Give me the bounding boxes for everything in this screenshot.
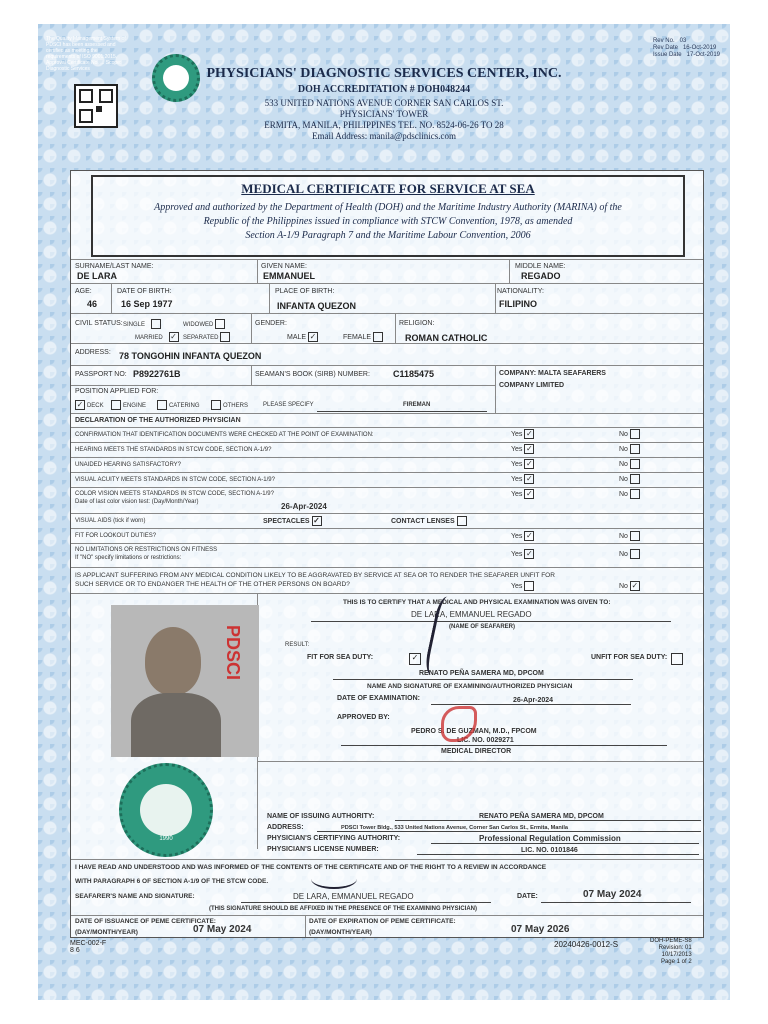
address-value: 78 TONGOHIN INFANTA QUEZON	[119, 351, 262, 361]
certifying-auth-label: PHYSICIAN'S CERTIFYING AUTHORITY:	[267, 835, 401, 842]
decl-color: COLOR VISION MEETS STANDARDS IN STCW CODE, SECTION A-1/9?	[75, 491, 274, 497]
address-label: ADDRESS:	[75, 349, 111, 356]
separated-checkbox[interactable]	[220, 332, 230, 342]
seafarer-photo	[111, 605, 259, 757]
religion-value: ROMAN CATHOLIC	[405, 333, 488, 343]
decl-lookout-no-box[interactable]	[630, 531, 640, 541]
decl-condition-no-box[interactable]: ✓	[631, 581, 639, 590]
approved-label: APPROVED BY:	[337, 714, 390, 721]
address-line-3: ERMITA, MANILA, PHILIPPINES TEL. NO. 8524-06-26 TO 28	[264, 120, 504, 130]
doh-accreditation: DOH ACCREDITATION # DOH048244	[297, 84, 471, 95]
single-option[interactable]: SINGLE	[123, 319, 161, 330]
result-label: RESULT:	[285, 642, 310, 648]
unfit-option[interactable]: UNFIT FOR SEA DUTY:	[591, 654, 668, 661]
decl-id-check: CONFIRMATION THAT IDENTIFICATION DOCUMENTS WERE CHECKED AT THE POINT OF EXAMINATION:	[75, 432, 374, 438]
decl-id-check-yes[interactable]: Yes ✓	[511, 429, 533, 438]
decl-color-no[interactable]: No	[619, 489, 640, 499]
decl-id-check-no[interactable]: No	[619, 429, 640, 439]
title-box	[85, 171, 689, 263]
passport-label: PASSPORT NO:	[75, 371, 127, 378]
color-date-value: 26-Apr-2024	[281, 502, 327, 511]
decl-color-no-box[interactable]	[630, 489, 640, 499]
company-label: COMPANY: MALTA SEAFARERS	[499, 370, 606, 377]
decl-visual-no-box[interactable]	[630, 474, 640, 484]
expiry-date-format: (DAY/MONTH/YEAR)	[309, 929, 372, 936]
deck-checkbox[interactable]: ✓	[76, 400, 84, 409]
company-name: PHYSICIANS' DIAGNOSTIC SERVICES CENTER, INC.	[206, 66, 562, 81]
license-label: PHYSICIAN'S LICENSE NUMBER:	[267, 846, 379, 853]
pob-value: INFANTA QUEZON	[277, 301, 356, 311]
revision-box: Rev No. 03 Rev Date 16-Oct-2019 Issue Date 17-Oct-2019	[652, 38, 720, 58]
female-option[interactable]: FEMALE	[343, 332, 383, 342]
ack-note: (THIS SIGNATURE SHOULD BE AFFIXED IN THE PRESENCE OF THE EXAMINING PHYSICIAN)	[209, 906, 478, 912]
fit-checkbox[interactable]: ✓	[409, 653, 421, 665]
decl-color-yes-box[interactable]: ✓	[526, 489, 533, 498]
decl-lookout-no[interactable]: No	[619, 531, 640, 541]
decl-unaided-yes-box[interactable]: ✓	[526, 459, 533, 468]
decl-unaided-no[interactable]: No	[619, 459, 640, 469]
certificate-page	[38, 24, 730, 1000]
age-value: 46	[87, 299, 98, 309]
decl-nolimit: NO LIMITATIONS OR RESTRICTIONS ON FITNESS	[75, 547, 218, 553]
issue-date-value: 07 May 2024	[193, 924, 252, 935]
married-option[interactable]: MARRIED ✓	[135, 332, 177, 341]
form-code: MEC-002-F 8 6	[70, 940, 107, 954]
issuing-auth-value: RENATO PEÑA SAMERA MD, DPCOM	[479, 813, 604, 820]
fit-option[interactable]: FIT FOR SEA DUTY:	[307, 654, 374, 661]
exam-date-label: DATE OF EXAMINATION:	[337, 695, 420, 702]
issue-date-label: DATE OF ISSUANCE OF PEME CERTIFICATE:	[75, 918, 216, 925]
given-name-label: GIVEN NAME:	[261, 263, 307, 270]
contacts-option[interactable]: CONTACT LENSES	[391, 516, 467, 526]
male-checkbox[interactable]: ✓	[309, 332, 317, 341]
declaration-heading: DECLARATION OF THE AUTHORIZED PHYSICIAN	[75, 417, 241, 424]
expiry-date-label: DATE OF EXPIRATION OF PEME CERTIFICATE:	[309, 918, 456, 925]
document-code: DOH-PEME-S8 Revision: 01 10/17/2013 Page 1 of 2	[650, 938, 692, 965]
given-name-value: EMMANUEL	[263, 271, 315, 281]
expiry-date-value: 07 May 2026	[511, 924, 570, 935]
sirb-value: C1185475	[393, 369, 435, 379]
decl-unaided-no-box[interactable]	[630, 459, 640, 469]
decl-condition-yes-box[interactable]	[524, 581, 534, 591]
seal-year: 1990	[159, 836, 173, 842]
deck-option[interactable]: ✓ DECK	[76, 400, 104, 409]
ack-line-2: WITH PARAGRAPH 6 OF SECTION A-1/9 OF THE STCW CODE.	[75, 878, 269, 885]
decl-nolimit-note: If "NO" specify limitations or restrictions:	[75, 555, 182, 561]
certificate-form	[70, 170, 704, 938]
decl-condition-yes[interactable]: Yes	[511, 581, 534, 591]
decl-condition: IS APPLICANT SUFFERING FROM ANY MEDICAL CONDITION LIKELY TO BE AGGRAVATED BY SERVICE AT SEA OR TO RENDER THE SEAFARER UNFIT FOR SUCH SERVICE OR TO ENDANGER THE HEALTH OF THE OTHER PERSONS ON BOARD?	[75, 572, 555, 588]
director-name: PEDRO S. DE GUZMAN, M.D., FPCOM	[411, 728, 537, 735]
decl-nolimit-no-box[interactable]	[630, 549, 640, 559]
certificate-subtitle: Approved and authorized by the Department of Health (DOH) and the Maritime Industry Authority (MARINA) of the Republic of the Philippines issued in compliance with STCW Convention, 1978, as amended Section A-1/9 Paragraph 7 and the Maritime Labour Convention, 2006	[154, 202, 622, 241]
specify-label: PLEASE SPECIFY	[263, 402, 314, 408]
nationality-value: FILIPINO	[499, 299, 537, 309]
decl-visual-yes-box[interactable]: ✓	[526, 474, 533, 483]
sirb-label: SEAMAN'S BOOK (SIRB) NUMBER:	[255, 371, 370, 378]
others-option[interactable]: OTHERS	[211, 400, 248, 411]
physician-name: RENATO PEÑA SAMERA MD, DPCOM	[419, 670, 544, 677]
decl-hearing-yes[interactable]: Yes ✓	[511, 444, 533, 453]
decl-nolimit-no[interactable]: No	[619, 549, 640, 559]
certify-name: DE LARA, EMMANUEL REGADO	[411, 610, 532, 619]
middle-name-value: REGADO	[521, 271, 561, 281]
religion-label: RELIGION:	[399, 320, 435, 327]
pob-label: PLACE OF BIRTH:	[275, 288, 335, 295]
engine-option[interactable]: ENGINE	[111, 400, 146, 411]
position-label: POSITION APPLIED FOR:	[75, 388, 159, 395]
physician-signature	[423, 595, 466, 679]
decl-hearing: HEARING MEETS THE STANDARDS IN STCW CODE, SECTION A-1/9?	[75, 447, 272, 453]
contacts-checkbox[interactable]	[457, 516, 467, 526]
catering-checkbox[interactable]	[157, 400, 167, 410]
decl-color-yes[interactable]: Yes ✓	[511, 489, 533, 498]
others-checkbox[interactable]	[211, 400, 221, 410]
director-license: LIC. NO. 0029271	[457, 737, 514, 744]
ack-date-label: DATE:	[517, 893, 538, 900]
married-checkbox[interactable]: ✓	[170, 332, 177, 341]
spectacles-checkbox[interactable]: ✓	[313, 516, 320, 525]
certificate-title: MEDICAL CERTIFICATE FOR SERVICE AT SEA	[241, 181, 535, 196]
decl-lookout-yes-box[interactable]: ✓	[526, 531, 533, 540]
photo-stamp: PDSCI	[223, 625, 243, 681]
decl-condition-no[interactable]: No ✓	[619, 581, 639, 590]
decl-id-check-no-box[interactable]	[630, 429, 640, 439]
address-line-2: PHYSICIANS' TOWER	[339, 109, 429, 119]
clinic-seal-icon	[119, 763, 213, 857]
decl-hearing-no[interactable]: No	[619, 444, 640, 454]
decl-hearing-yes-box[interactable]: ✓	[526, 444, 533, 453]
decl-nolimit-yes-box[interactable]: ✓	[526, 549, 533, 558]
visual-aids-label: VISUAL AIDS (tick if worn)	[75, 518, 146, 524]
passport-value: P8922761B	[133, 369, 181, 379]
unfit-checkbox[interactable]	[671, 653, 683, 665]
seafarer-sig-label: SEAFARER'S NAME AND SIGNATURE:	[75, 893, 195, 900]
certify-line: THIS IS TO CERTIFY THAT A MEDICAL AND PHYSICAL EXAMINATION WAS GIVEN TO:	[343, 599, 611, 606]
separated-option[interactable]: SEPARATED	[183, 332, 230, 343]
nationality-label: NATIONALITY:	[497, 288, 544, 295]
gender-label: GENDER:	[255, 320, 287, 327]
company-value-line2: COMPANY LIMITED	[499, 382, 565, 389]
spectacles-option[interactable]: SPECTACLES ✓	[263, 516, 320, 525]
widowed-checkbox[interactable]	[215, 319, 225, 329]
decl-visual: VISUAL ACUITY MEETS STANDARDS IN STCW CODE, SECTION A-1/9?	[75, 477, 275, 483]
widowed-option[interactable]: WIDOWED	[183, 319, 225, 330]
decl-unaided: UNAIDED HEARING SATISFACTORY?	[75, 462, 182, 468]
male-option[interactable]: MALE ✓	[287, 332, 317, 341]
control-number: 20240426-0012-S	[554, 940, 619, 949]
decl-hearing-no-box[interactable]	[630, 444, 640, 454]
exam-date-value: 26-Apr-2024	[513, 697, 554, 704]
age-label: AGE:	[75, 288, 92, 295]
dob-label: DATE OF BIRTH:	[117, 288, 172, 295]
seafarer-sig-name: DE LARA, EMMANUEL REGADO	[293, 892, 414, 901]
decl-lookout-yes[interactable]: Yes ✓	[511, 531, 533, 540]
catering-option[interactable]: CATERING	[157, 400, 200, 411]
surname-label: SURNAME/LAST NAME:	[75, 263, 154, 270]
specify-value: FIREMAN	[403, 402, 431, 408]
decl-visual-no[interactable]: No	[619, 474, 640, 484]
issuing-auth-label: NAME OF ISSUING AUTHORITY:	[267, 813, 375, 820]
decl-lookout: FIT FOR LOOKOUT DUTIES?	[75, 533, 157, 539]
issuing-addr-value: PDSCI Tower Bldg., 533 United Nations Avenue, Corner San Carlos St., Ermita, Manila	[341, 825, 569, 831]
decl-visual-yes[interactable]: Yes ✓	[511, 474, 533, 483]
engine-checkbox[interactable]	[111, 400, 121, 410]
iso-note: The Quality Management System of PDSCI has been assessed and certified as meeting the requirements of ISO 9001:2015. Approval Certificate No. ... Scope: Diagnostic Services	[46, 36, 126, 72]
ack-line-1: I HAVE READ AND UNDERSTOOD AND WAS INFORMED OF THE CONTENTS OF THE CERTIFICATE AND OF THE RIGHT TO A REVIEW IN ACCORDANCE	[75, 864, 547, 871]
certifying-auth-value: Professional Regulation Commission	[479, 834, 621, 843]
email-line: Email Address: manila@pdsclinics.com	[311, 131, 456, 141]
decl-unaided-yes[interactable]: Yes ✓	[511, 459, 533, 468]
female-checkbox[interactable]	[373, 332, 383, 342]
director-caption: MEDICAL DIRECTOR	[441, 748, 512, 755]
middle-name-label: MIDDLE NAME:	[515, 263, 566, 270]
dob-value: 16 Sep 1977	[121, 299, 173, 309]
single-checkbox[interactable]	[151, 319, 161, 329]
color-date-label: Date of last color vision test: (Day/Month/Year)	[75, 499, 199, 505]
physician-caption: NAME AND SIGNATURE OF EXAMINING/AUTHORIZED PHYSICIAN	[367, 683, 573, 690]
ack-date-value: 07 May 2024	[583, 889, 642, 900]
issuing-addr-label: ADDRESS:	[267, 824, 304, 831]
decl-nolimit-yes[interactable]: Yes ✓	[511, 549, 533, 558]
surname-value: DE LARA	[77, 271, 117, 281]
license-value: LIC. NO. 0101846	[521, 847, 578, 854]
seafarer-signature	[311, 869, 357, 889]
civil-status-label: CIVIL STATUS:	[75, 320, 123, 327]
decl-id-check-yes-box[interactable]: ✓	[526, 429, 533, 438]
issue-date-format: (DAY/MONTH/YEAR)	[75, 929, 138, 936]
address-line-1: 533 UNITED NATIONS AVENUE CORNER SAN CARLOS ST.	[264, 98, 504, 108]
certify-name-caption: (NAME OF SEAFARER)	[449, 624, 515, 630]
